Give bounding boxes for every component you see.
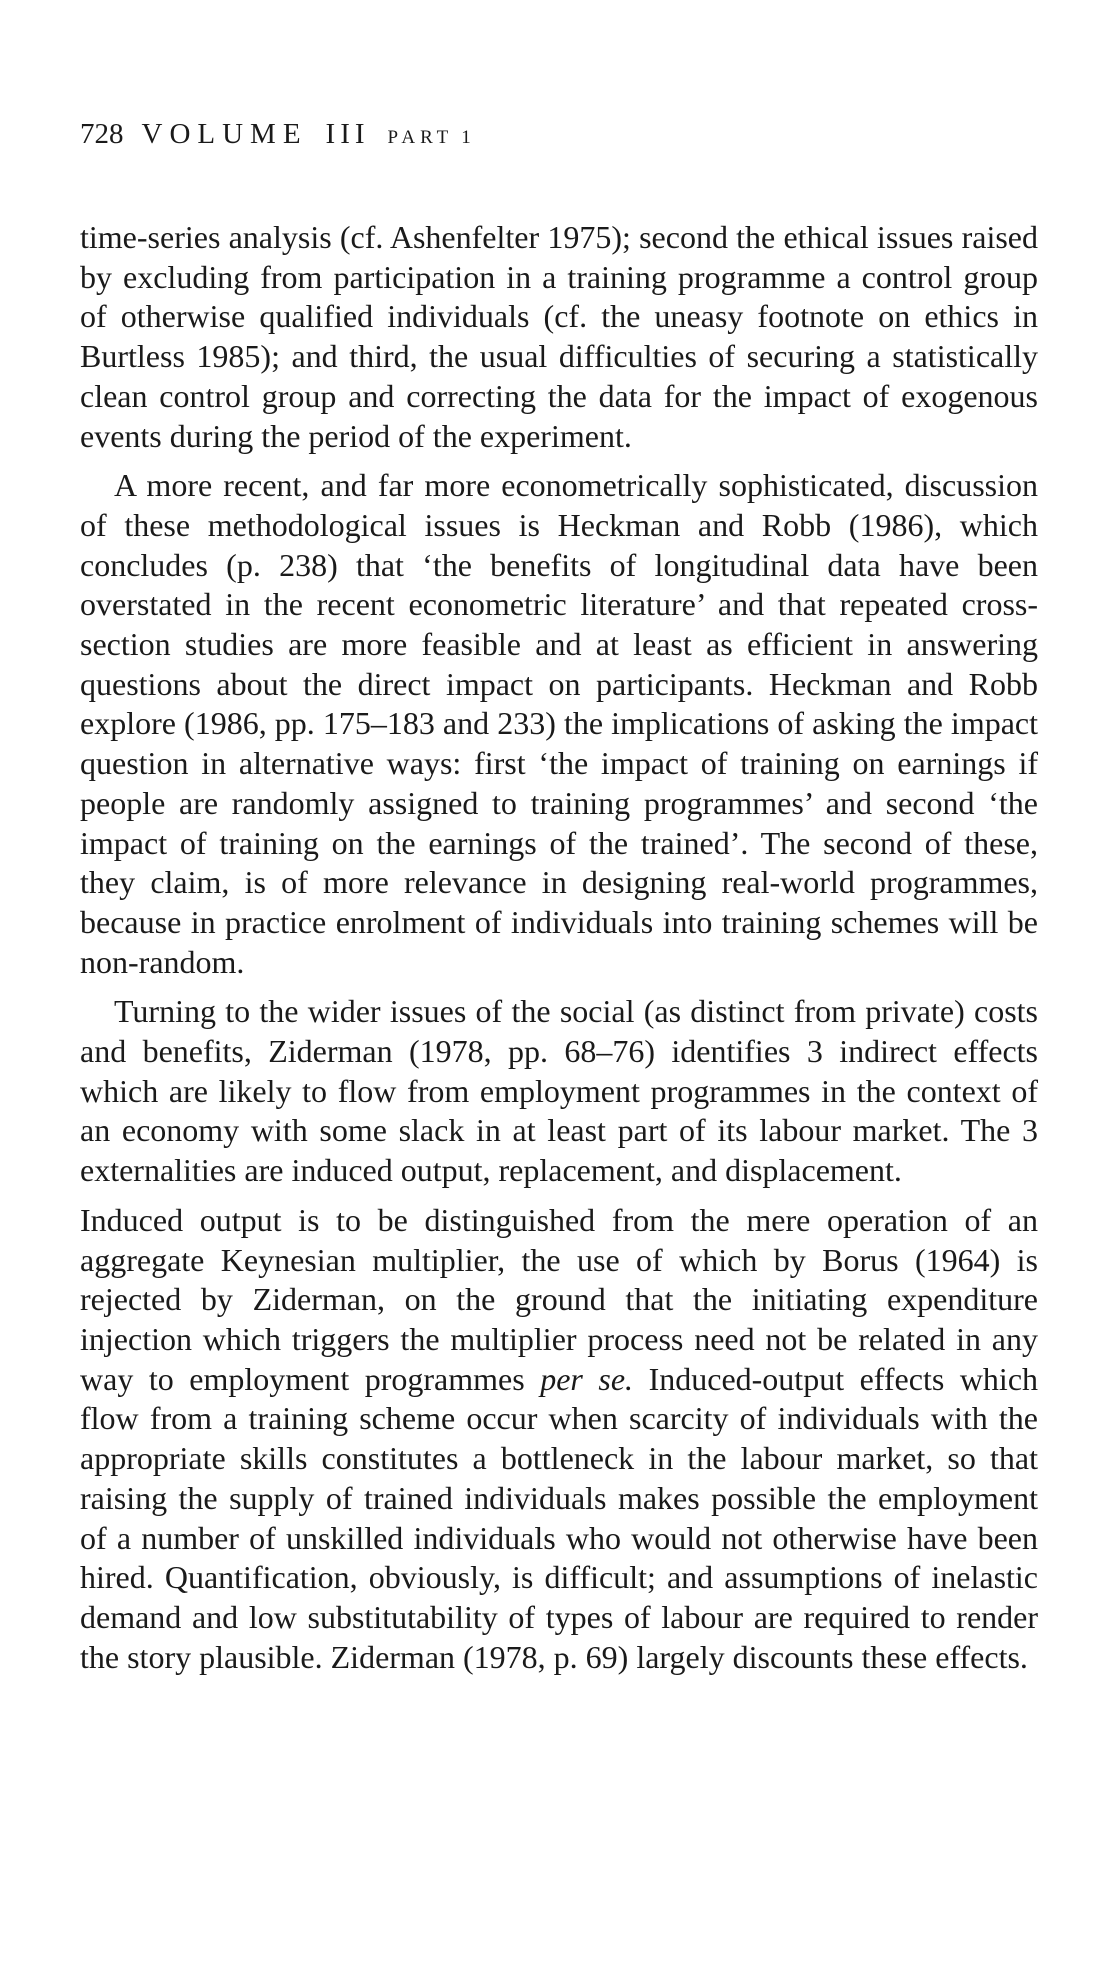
book-page <box>80 0 1040 1969</box>
paragraph-continuation: time-series analysis (cf. Ashenfelter 1975); second the ethical issues raised by excluding from participation in a training programme a control group of otherwise qualified individuals (cf. the uneasy footnote on ethics in Burtless 1985); and third, the usual difficulties of securing a statistically clean control group and correcting the data for the impact of exogenous events during the period of the experiment. <box>80 219 1038 454</box>
part-label: PART <box>387 127 454 148</box>
paragraph-induced-output-part1: Induced output is to be distinguished from the mere operation of an aggregate Keynesian multiplier, the use of which by Borus (1964) is rejected by Ziderman, on the ground that the initiating expenditure injection which triggers the multiplier process need not be related in any way to employment programmes <box>80 1201 1038 1397</box>
volume-label: VOLUME <box>141 118 308 150</box>
part-number: 1 <box>461 127 472 148</box>
paragraph-induced-output-part2: Induced-output effects which flow from a training scheme occur when scarcity of individuals with the appropriate skills constitutes a bottleneck in the labour market, so that raising the supply of trained individuals makes possible the employment of a number of unskilled individuals who would not otherwise have been hired. Quantification, obviously, is difficult; and assumptions of inelastic demand and low substitutability of types of labour are required to render the story plausible. Ziderman (1978, p. 69) largely discounts these effects. <box>80 1360 1039 1675</box>
volume-number: III <box>325 118 370 150</box>
paragraph-induced-output-italic: per se. <box>540 1360 634 1397</box>
paragraph-heckman-robb: A more recent, and far more econometrically sophisticated, discussion of these methodological issues is Heckman and Robb (1986), which concludes (p. 238) that ‘the benefits of longitudinal data have been overstated in the recent econometric literature’ and that repeated cross-section studies are more feasible and at least as efficient in answering questions about the direct impact on participants. Heckman and Robb explore (1986, pp. 175–183 and 233) the implications of asking the impact question in alternative ways: first ‘the impact of training on earnings if people are randomly assigned to training programmes’ and second ‘the impact of training on the earnings of the trained’. The second of these, they claim, is of more relevance in designing real-world programmes, because in practice enrolment of individuals into training schemes will be non-random. <box>80 467 1038 980</box>
paragraph-social-costs: Turning to the wider issues of the social (as distinct from private) costs and benefits, Ziderman (1978, pp. 68–76) identifies 3 indirect effects which are likely to flow from employment programmes in the context of an economy with some slack in at least part of its labour market. The 3 externalities are induced output, replacement, and displacement. <box>80 993 1038 1189</box>
body-text <box>80 218 1038 1687</box>
page-number: 728 <box>80 118 124 150</box>
paragraph-induced-output <box>80 1201 1038 1677</box>
running-head <box>80 116 472 156</box>
